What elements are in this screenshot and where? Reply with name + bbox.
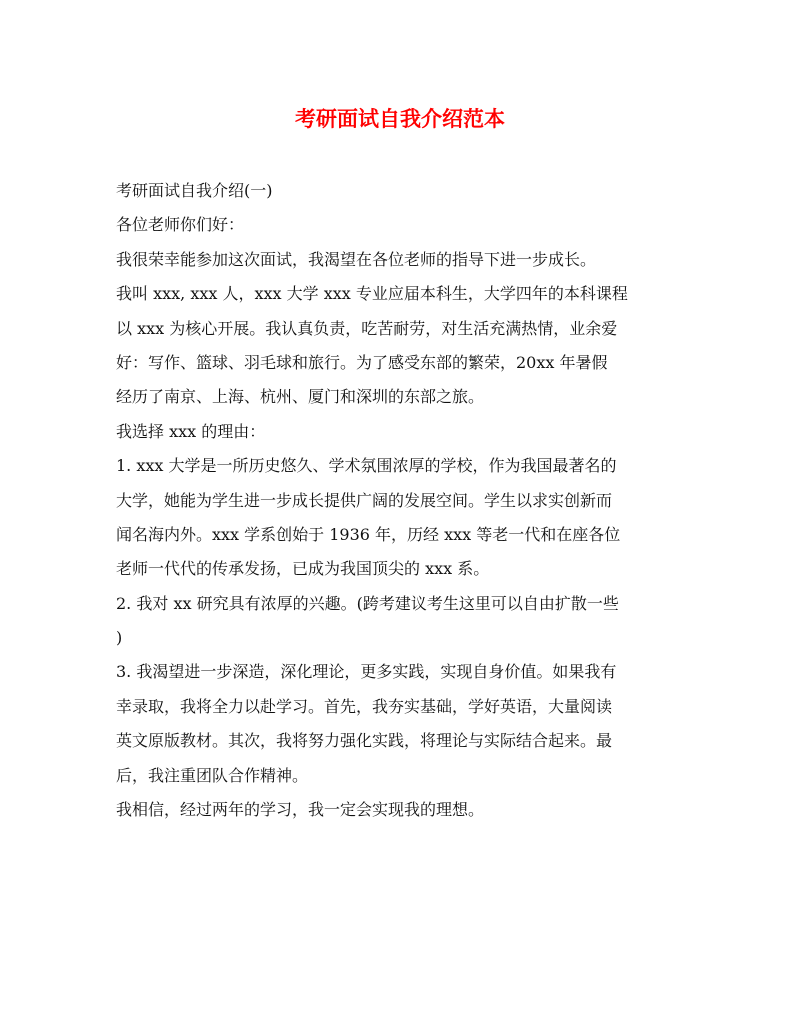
text-line: 考研面试自我介绍(一) [116, 181, 273, 200]
text-line: 以 xxx 为核心开展。我认真负责，吃苦耐劳，对生活充满热情，业余爱 [116, 318, 618, 338]
text-line: 经历了南京、上海、杭州、厦门和深圳的东部之旅。 [116, 387, 485, 407]
text-line: 闻名海内外。xxx 学系创始于 1936 年，历经 xxx 等老一代和在座各位 [116, 524, 621, 544]
text-line: 2. 我对 xx 研究具有浓厚的兴趣。(跨考建议考生这里可以自由扩散一些 [116, 593, 619, 613]
text-line: 我很荣幸能参加这次面试，我渴望在各位老师的指导下进一步成长。 [116, 249, 597, 269]
text-line: 大学，她能为学生进一步成长提供广阔的发展空间。学生以求实创新而 [116, 490, 613, 510]
text-line: 后，我注重团队合作精神。 [116, 765, 309, 785]
text-line: 1. xxx 大学是一所历史悠久、学术氛围浓厚的学校，作为我国最著名的 [116, 456, 617, 476]
paragraph-closing [116, 793, 684, 827]
paragraph-reason-1 [116, 449, 684, 587]
document-body [116, 174, 684, 827]
paragraph-background [116, 277, 684, 415]
paragraph-reason-3 [116, 655, 684, 793]
text-line: 我相信，经过两年的学习，我一定会实现我的理想。 [116, 800, 485, 820]
paragraph-intro [116, 243, 684, 277]
text-line: 好：写作、篮球、羽毛球和旅行。为了感受东部的繁荣，20xx 年暑假 [116, 352, 608, 372]
text-line: 幸录取，我将全力以赴学习。首先，我夯实基础，学好英语，大量阅读 [116, 696, 613, 716]
text-line: 各位老师你们好： [116, 215, 245, 235]
text-line: 我选择 xxx 的理由： [116, 421, 266, 441]
text-line: ) [116, 628, 123, 648]
paragraph-reasons-heading [116, 415, 684, 449]
document-title: 考研面试自我介绍范本 [295, 106, 505, 131]
text-line: 英文原版教材。其次，我将努力强化实践，将理论与实际结合起来。最 [116, 731, 613, 751]
paragraph-heading [116, 174, 684, 208]
text-line: 我叫 xxx, xxx 人，xxx 大学 xxx 专业应届本科生，大学四年的本科课程 [116, 284, 628, 304]
paragraph-greeting [116, 208, 684, 242]
paragraph-reason-2 [116, 587, 684, 656]
text-line: 3. 我渴望进一步深造，深化理论，更多实践，实现自身价值。如果我有 [116, 662, 617, 682]
text-line: 老师一代代的传承发扬，已成为我国顶尖的 xxx 系。 [116, 559, 490, 579]
